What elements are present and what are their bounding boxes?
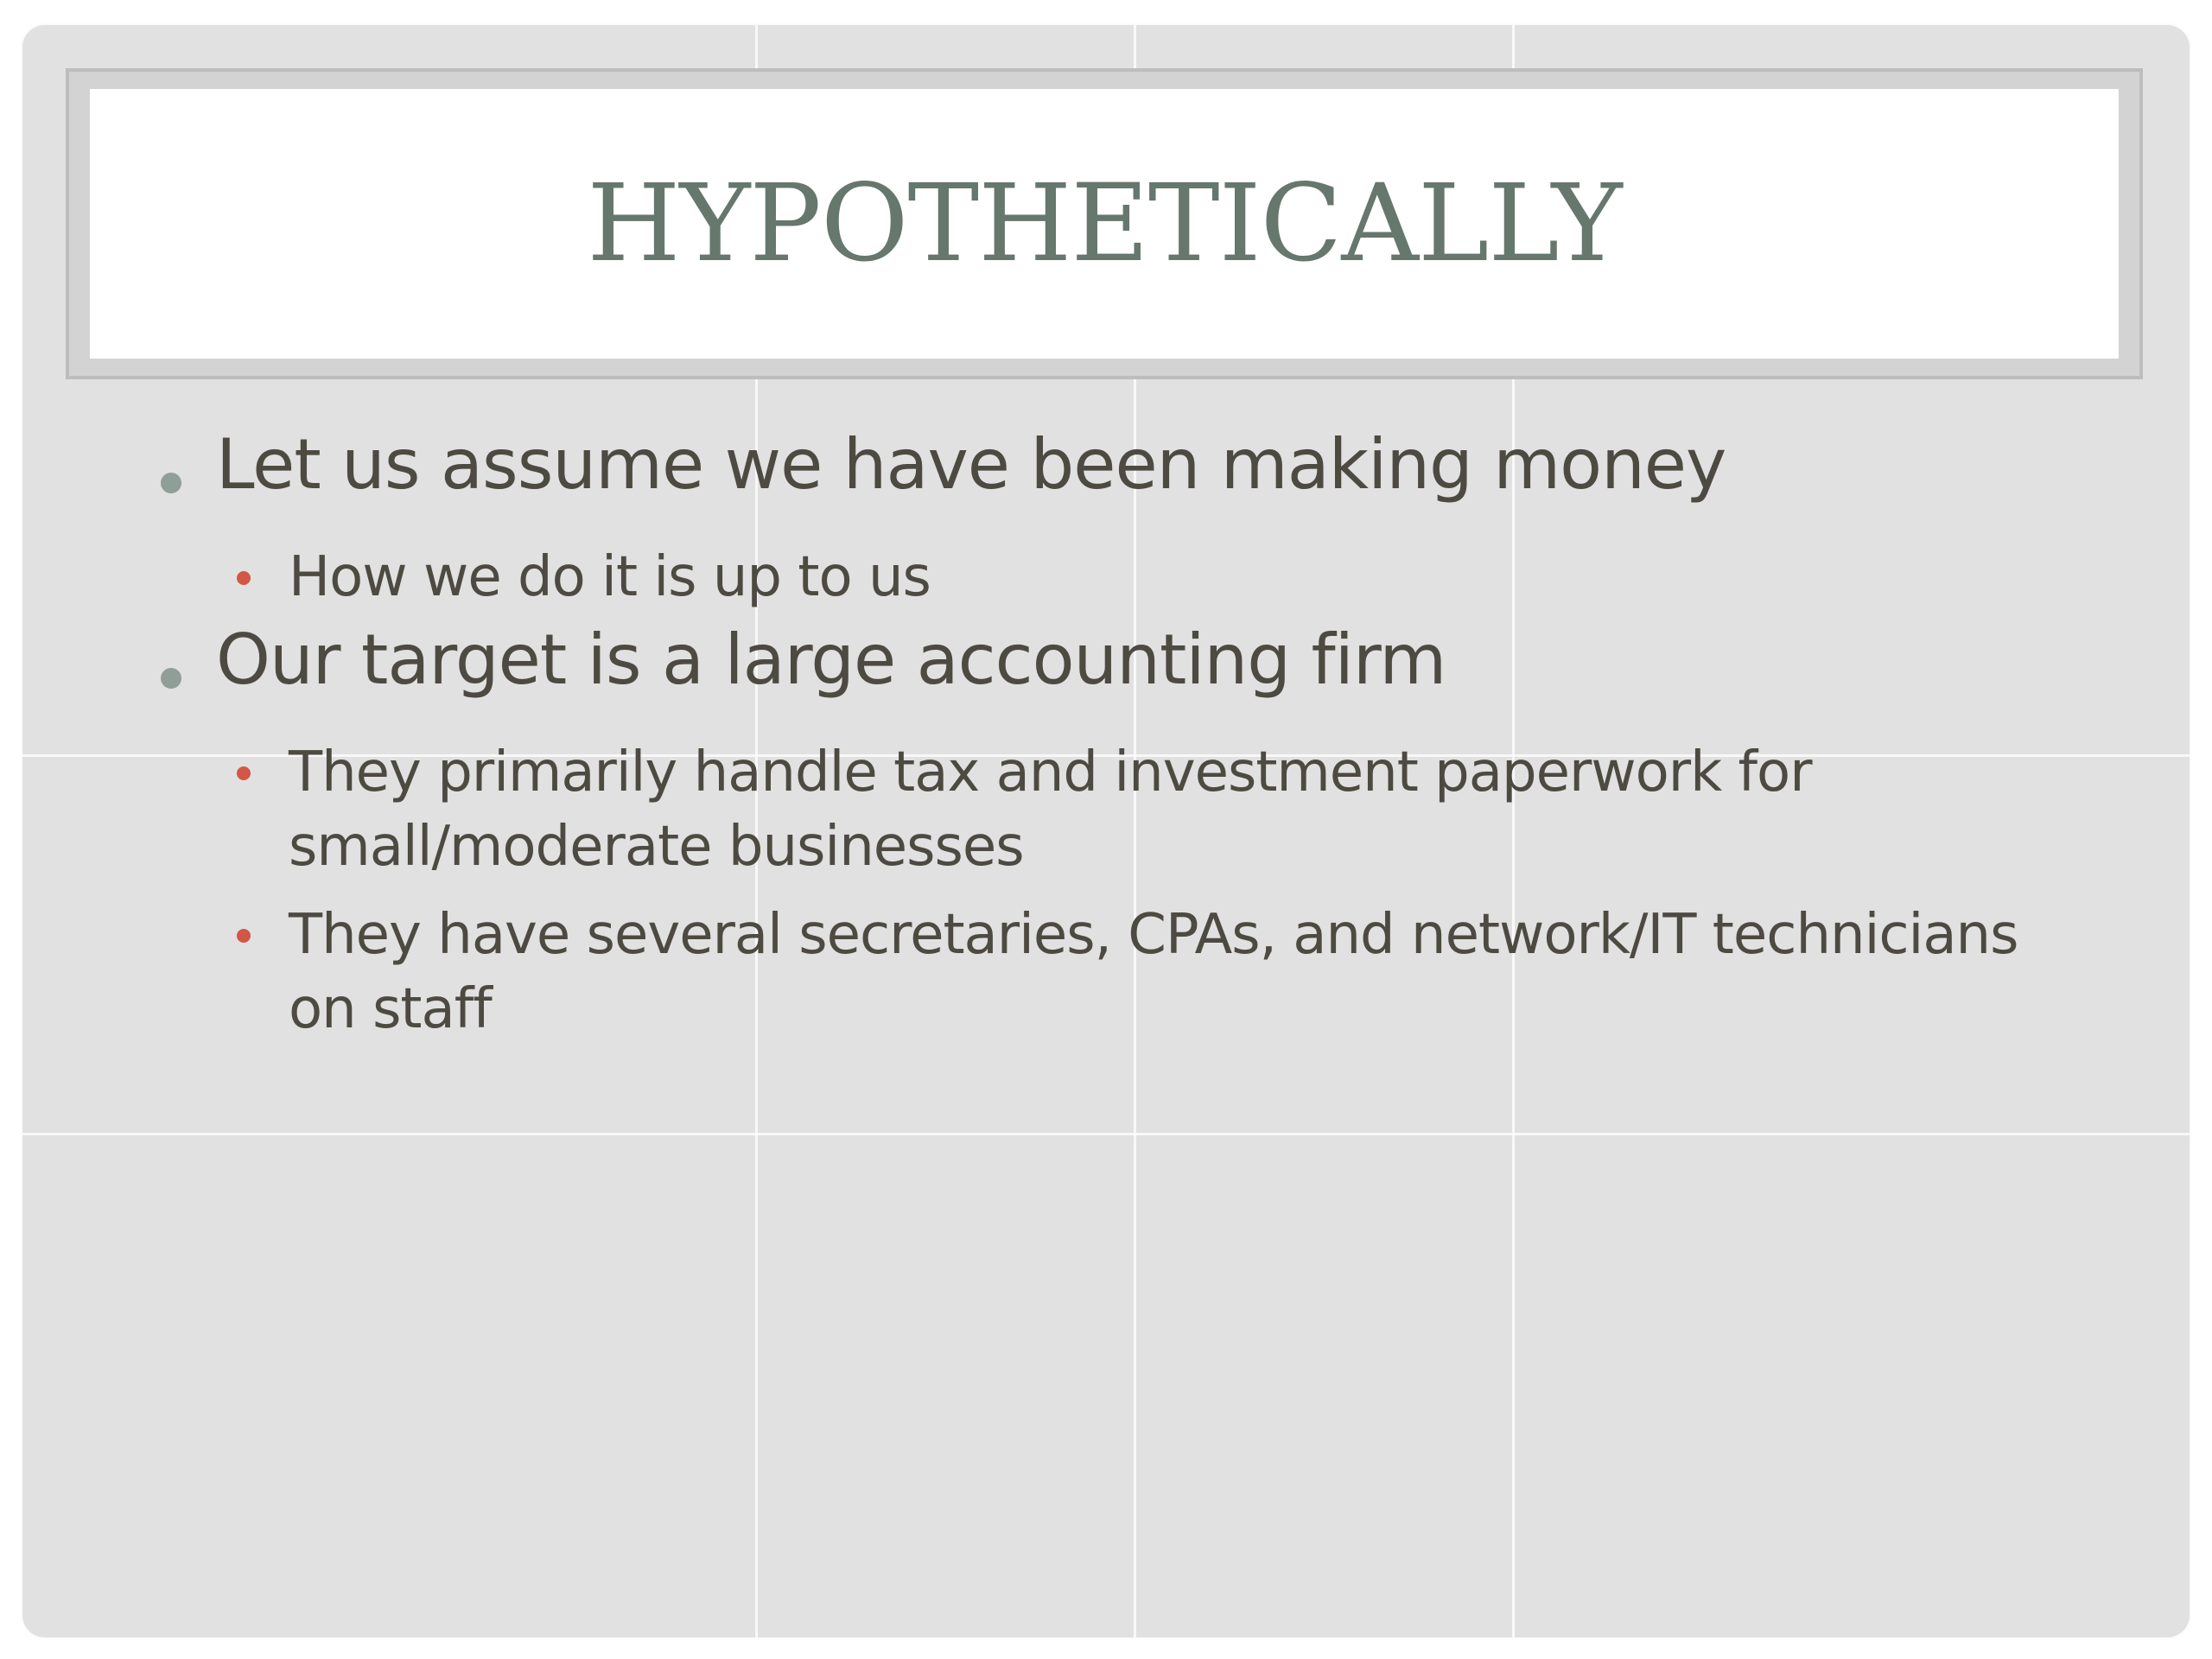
bullet-dot [161, 668, 181, 689]
slide-title: HYPOTHETICALLY [587, 162, 1622, 286]
bullet-text: Let us assume we have been making money [216, 424, 1726, 505]
sub-bullet-dot [237, 571, 251, 585]
sub-bullet-dot [237, 766, 251, 780]
sub-bullet-text: How we do it is up to us [289, 545, 931, 609]
sub-bullet-text: They primarily handle tax and investment paperwork for small/moderate businesses [289, 741, 1812, 879]
sub-bullet-dot [237, 929, 251, 943]
bullet-text: Our target is a large accounting firm [216, 620, 1446, 700]
slide-content [22, 25, 2190, 1637]
slide [22, 25, 2190, 1637]
sub-bullet-text: They have several secretaries, CPAs, and network/IT technicians on staff [289, 903, 2018, 1041]
bullet-dot [161, 473, 181, 493]
